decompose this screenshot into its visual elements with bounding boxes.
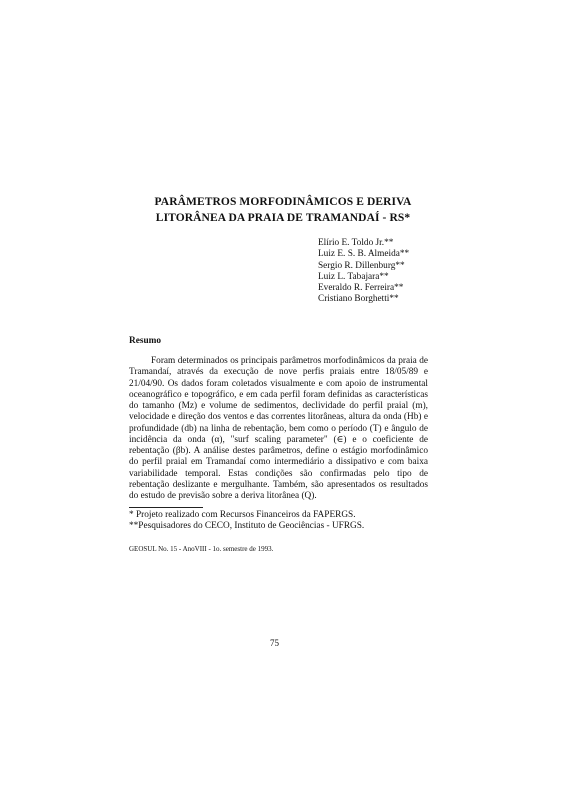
title-line-2: LITORÂNEA DA PRAIA DE TRAMANDAÍ - RS* — [155, 212, 411, 224]
journal-citation: GEOSUL No. 15 - AnoVIII - 1o. semestre de 1993. — [129, 545, 274, 553]
paper-title — [110, 194, 456, 226]
abstract-body — [129, 356, 428, 502]
author-name: Luiz E. S. B. Almeida** — [318, 249, 410, 260]
author-name: Elírio E. Toldo Jr.** — [318, 238, 394, 248]
abstract-paragraph: Foram determinados os principais parâmetros morfodinâmicos da praia de Tramandaí, através da execução de nove perfis praiais entre 18/05/89 e 21/04/90. Os dados foram coletados visualmente e com apoio de instrumental oceanográfico e topográfico, e em cada perfil foram definidas as características do tamanho (Mz) e volume de sedimentos, declividade do perfil praial (m), velocidade e direção dos ventos e das correntes litorâneas, altura da onda (Hb) e profundidade (db) na linha de rebentação, bem como o período (T) e ângulo de incidência da onda (α), "surf scaling parameter" (∈) e o coeficiente de rebentação (βb). A análise destes parâmetros, define o estágio morfodinâmico do perfil praial em Tramandaí como intermediário a dissipativo e com baixa variabilidade temporal. Estas condições são confirmadas pelo tipo de rebentação deslizante e mergulhante. Também, são apresentados os resultados do estudo de previsão sobre a deriva litorânea (Q). — [129, 356, 428, 501]
title-line-1: PARÂMETROS MORFODINÂMICOS E DERIVA — [154, 196, 412, 208]
footnotes — [129, 510, 364, 533]
author-name: Everaldo R. Ferreira** — [318, 283, 404, 294]
footnote-affiliation: **Pesquisadores do CECO, Instituto de Geociências - UFRGS. — [129, 521, 365, 532]
author-name: Luiz L. Tabajara** — [318, 271, 389, 282]
footnote-divider — [129, 507, 203, 508]
author-list — [318, 238, 409, 306]
abstract-heading: Resumo — [129, 336, 162, 346]
page-number: 75 — [270, 638, 279, 648]
footnote-funding: * Projeto realizado com Recursos Financeiros da FAPERGS. — [129, 510, 356, 520]
author-name: Sergio R. Dillenburg** — [318, 260, 405, 271]
author-name: Cristiano Borghetti** — [318, 294, 399, 305]
